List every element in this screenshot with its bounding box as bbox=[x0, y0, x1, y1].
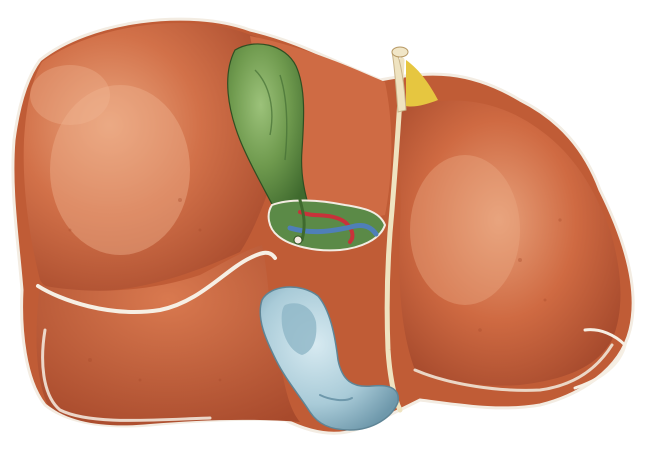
round-ligament-tip bbox=[392, 47, 408, 57]
duct-lumen bbox=[294, 236, 302, 244]
right-lobe-highlight bbox=[410, 155, 520, 305]
left-lobe-highlight-top bbox=[30, 65, 110, 125]
